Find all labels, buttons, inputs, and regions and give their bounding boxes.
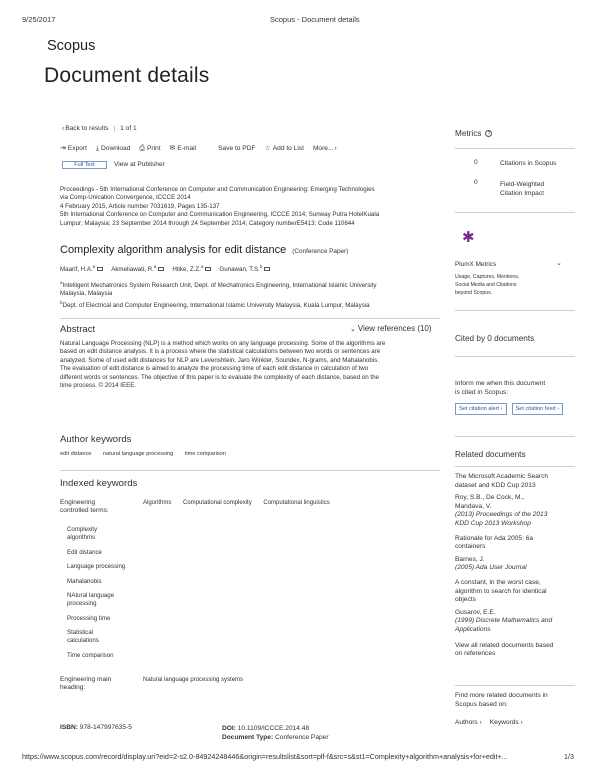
print-date: 9/25/2017: [22, 15, 56, 24]
plumx-desc-line: beyond Scopus.: [455, 290, 493, 296]
author-keywords-list: [60, 451, 236, 457]
metrics-heading: Metrics: [455, 129, 482, 138]
chevron-right-icon: ›: [555, 406, 560, 412]
author-list: [60, 263, 272, 274]
related-item: [455, 579, 590, 635]
save-pdf-button[interactable]: [218, 144, 255, 153]
uncontrolled-term[interactable]: Edit distance: [67, 549, 102, 556]
uncontrolled-term[interactable]: Complexity: [67, 526, 98, 533]
export-icon: ⇥: [60, 145, 66, 152]
chevron-left-icon: ‹: [62, 125, 65, 132]
set-citation-alert-button[interactable]: [455, 403, 507, 415]
eng-main-value[interactable]: Natural language processing systems: [143, 677, 244, 683]
add-to-list-label: Add to List: [272, 145, 304, 152]
author-keyword[interactable]: edit distance: [60, 451, 92, 457]
printer-icon: ⎙: [139, 145, 145, 152]
metrics-header: [455, 129, 492, 138]
citations-label[interactable]: Citations in Scopus: [500, 160, 557, 167]
related-source: (2013) Proceedings of the 2013: [455, 511, 548, 519]
uncontrolled-term[interactable]: Time comparison: [67, 652, 114, 659]
find-more: [455, 692, 548, 709]
star-icon: ☆: [264, 145, 271, 152]
back-to-results-link[interactable]: Back to results: [65, 125, 109, 132]
source-info: [60, 186, 440, 228]
inform-line-1: Inform me when this document: [455, 380, 546, 387]
abstract-heading: Abstract: [60, 324, 96, 335]
citation-actions: [455, 403, 563, 415]
find-more-links: [455, 718, 523, 727]
full-text-button[interactable]: Full Text: [62, 161, 107, 169]
more-label: More...: [312, 145, 334, 152]
authors-link-label: Authors: [455, 719, 478, 726]
cited-by-heading: Cited by 0 documents: [455, 334, 535, 343]
find-by-keywords-link[interactable]: Keywords ›: [489, 719, 523, 726]
print-button[interactable]: [139, 144, 160, 153]
author-name: Akmeliawati, R.: [111, 266, 154, 274]
author-sup: a: [153, 264, 157, 269]
scopus-logo[interactable]: Scopus: [47, 38, 96, 54]
view-all-line: View all related documents based: [455, 641, 554, 649]
view-at-publisher-link[interactable]: View at Publisher: [114, 161, 165, 168]
eng-main-label-line-2: heading:: [60, 684, 86, 691]
fwci-label-line-1: Field-Weighted: [500, 181, 545, 188]
doi-block: [222, 724, 329, 742]
help-icon[interactable]: ?: [485, 130, 492, 137]
related-source: (1999) Discrete Mathematics and: [455, 617, 553, 625]
author-sup: a: [200, 264, 204, 269]
eng-main-label-line-1: Engineering main: [60, 676, 112, 683]
related-title-line[interactable]: algorithm to search for identical: [455, 587, 547, 595]
set-citation-feed-button[interactable]: [512, 403, 564, 415]
related-title-line[interactable]: containers: [455, 543, 486, 551]
fwci-count: 0: [474, 179, 478, 186]
related-authors: Roy, S.B., De Cock, M.,: [455, 494, 525, 502]
affiliation-b: [60, 299, 440, 310]
related-title-line[interactable]: dataset and KDD Cup 2013: [455, 481, 536, 489]
author-4[interactable]: [219, 263, 262, 274]
related-item: [455, 535, 590, 573]
isbn-value: 978-147997635-5: [79, 724, 132, 731]
plumx-desc-line: Social Media and Citations: [455, 282, 517, 288]
related-list: [455, 473, 590, 659]
fulltext-row: [62, 160, 165, 169]
find-more-line: Find more related documents in: [455, 692, 548, 699]
print-tab-title: Scopus - Document details: [270, 15, 360, 24]
abstract-line: The evaluation of edit distance is aimed to analyze the processing time of each edit distance in calculation of two: [60, 365, 369, 373]
plumx-desc-line: Usage, Captures, Mentions,: [455, 274, 520, 280]
email-button[interactable]: [170, 144, 197, 153]
export-label: Export: [67, 145, 87, 152]
doi-value[interactable]: 10.1109/ICCCE.2014.48: [237, 725, 310, 732]
abstract-line: Natural Language Processing (NLP) is a method which works on any language processing. Some of the algorithms are: [60, 340, 386, 347]
controlled-term[interactable]: Computational linguistics: [263, 500, 330, 506]
article-title: Complexity algorithm analysis for edit distance: [60, 244, 287, 256]
controlled-term[interactable]: Computational complexity: [183, 500, 252, 506]
affiliation-a-line-1: Intelligent Mechatronics System Research Unit, Dept. of Mechatronics Engineering, International Islamic University: [62, 282, 377, 290]
related-title-line[interactable]: objects: [455, 596, 476, 604]
abstract-line: analyzed. Some of used edit distances for NLP are Levenshtein, Jaro Winkler, Soundex, N-grams, and Mahalanobis.: [60, 356, 380, 364]
author-3[interactable]: [172, 263, 203, 274]
isbn-row: [60, 724, 132, 731]
view-references-link[interactable]: [350, 324, 432, 333]
print-label: Print: [146, 145, 161, 152]
author-1[interactable]: [60, 263, 95, 274]
divider: [60, 470, 440, 471]
email-icon: ✉: [169, 145, 176, 152]
affiliation-sup: a: [60, 280, 63, 285]
plumx-heading[interactable]: PlumX Metrics: [455, 261, 497, 268]
view-all-line: on references: [455, 650, 496, 658]
related-title-line[interactable]: The Microsoft Academic Search: [455, 473, 549, 480]
find-more-line: Scopus based on:: [455, 700, 508, 708]
source-line-1[interactable]: Proceedings - 5th International Conference on Computer and Communication Engineering: Emerging Technologies: [60, 186, 375, 193]
download-label: Download: [101, 145, 131, 152]
eng-main-label: [60, 676, 111, 692]
email-icon[interactable]: [158, 267, 164, 271]
uncontrolled-term[interactable]: processing: [67, 600, 97, 607]
divider: [60, 318, 440, 319]
export-button[interactable]: [60, 144, 87, 153]
fwci-label-line-2: Citation Impact: [500, 190, 544, 197]
uncontrolled-term[interactable]: Processing time: [67, 615, 111, 622]
download-button[interactable]: [96, 144, 130, 153]
author-2[interactable]: [111, 263, 156, 274]
related-authors: Gusarov, E.E.: [455, 608, 496, 616]
article-title-row: [60, 244, 348, 256]
divider: [455, 436, 575, 437]
doctype-value: Conference Paper: [275, 734, 329, 741]
print-page-number: 1/3: [564, 752, 574, 761]
affiliation-b-text: Dept. of Electrical and Computer Engineering, International Islamic University Malaysia, Kuala Lumpur, Malaysia: [62, 301, 370, 309]
author-sup: b: [259, 264, 263, 269]
uncontrolled-term[interactable]: Statistical: [67, 629, 94, 636]
set-alert-label: Set citation alert: [459, 406, 500, 412]
chevron-down-icon[interactable]: ⌄: [556, 260, 562, 267]
indexed-keywords-heading: Indexed keywords: [60, 478, 138, 489]
affiliation-sup: b: [60, 299, 63, 305]
doi-label: DOI:: [222, 725, 236, 732]
page-title: Document details: [44, 64, 210, 87]
results-nav: [62, 124, 137, 133]
affiliation-a: [60, 279, 440, 290]
doctype-label: Document Type:: [222, 734, 274, 741]
divider: [455, 148, 575, 149]
email-icon[interactable]: [264, 267, 270, 271]
set-feed-label: Set citation feed: [515, 406, 556, 412]
uncontrolled-term[interactable]: calculations: [67, 637, 99, 644]
keywords-link-label: Keywords: [489, 719, 519, 726]
inform-line-2: is cited in Scopus:: [455, 389, 509, 396]
author-keywords-heading: Author keywords: [60, 434, 132, 445]
more-button[interactable]: [313, 144, 337, 153]
author-keyword[interactable]: time comparison: [184, 451, 226, 457]
author-name: Maarif, H.A.: [60, 266, 93, 274]
author-name: Htike, Z.Z.: [172, 266, 201, 274]
divider: [455, 685, 575, 686]
uncontrolled-term[interactable]: algorithms: [67, 534, 96, 541]
email-icon[interactable]: [97, 267, 103, 271]
related-heading: Related documents: [455, 450, 526, 459]
affiliations: [60, 279, 440, 310]
plumx-description: [455, 273, 519, 297]
eng-controlled-label-line-1: Engineering: [60, 499, 96, 506]
related-authors: Barnes, J.: [455, 555, 485, 563]
print-url: https://www.scopus.com/record/display.uri?eid=2-s2.0-84924248446&origin=resultslist&sort=plf-f&src=s&st1=Complexity+algorithm+analysis+for+edit+...: [22, 752, 508, 761]
uncontrolled-term[interactable]: NAtural language: [67, 592, 115, 599]
related-item: [455, 473, 590, 529]
source-line-5: Lumpur; Malaysia; 23 September 2014 through 24 September 2014; Category numberE5413; Code 110844: [60, 219, 355, 227]
inform-text: [455, 379, 545, 397]
download-icon: ⤓: [95, 145, 100, 152]
isbn-label: ISBN:: [60, 724, 78, 731]
related-authors: Mandava, V.: [455, 502, 492, 510]
email-label: E-mail: [177, 145, 197, 152]
abstract-line: different words or sentences. The objective of this paper is to evaluate the complexity of each distance, based on the: [60, 373, 379, 381]
divider: [455, 310, 575, 311]
related-title-line[interactable]: A constant, in the worst case,: [455, 578, 541, 586]
source-line-2[interactable]: via Comp-Unication Convergence, ICCCE 2014: [60, 194, 191, 202]
abstract-line: based on edit distance analysis. It is a process where the statistical calculations between two words or sentences are: [60, 348, 381, 356]
author-sup: a: [92, 264, 96, 269]
save-pdf-label: Save to PDF: [218, 145, 256, 152]
email-icon[interactable]: [205, 267, 211, 271]
related-source: KDD Cup 2013 Workshop: [455, 519, 531, 527]
plumx-icon: ✱: [462, 229, 475, 246]
source-line-3: 4 February 2015, Article number 7031619, Pages 135-137: [60, 202, 220, 210]
related-source: Applications: [455, 625, 491, 633]
controlled-term[interactable]: Algorithms: [143, 500, 172, 506]
view-all-related-link[interactable]: [455, 642, 590, 659]
author-keyword[interactable]: natural language processing: [102, 451, 174, 457]
nav-separator: |: [113, 125, 116, 132]
related-source: (2005) Ada User Journal: [455, 564, 527, 572]
eng-controlled-label: [60, 499, 109, 515]
result-counter: 1 of 1: [120, 125, 137, 132]
divider: [455, 356, 575, 357]
abstract-line: time process. © 2014 IEEE.: [60, 382, 137, 390]
eng-controlled-label-line-2: controlled terms:: [60, 507, 109, 514]
divider: [455, 466, 575, 467]
related-title-line[interactable]: Rationale for Ada 2005: 6a: [455, 534, 534, 542]
author-name: Gunawan, T.S.: [219, 266, 260, 274]
uncontrolled-term[interactable]: Language processing: [67, 563, 126, 570]
abstract-body: [60, 340, 442, 390]
affiliation-a-line-2: Malaysia, Malaysia: [60, 290, 113, 298]
source-line-4: 5th International Conference on Computer and Communication Engineering, ICCCE 2014; Sunway Putra HotelKuala: [60, 211, 380, 219]
uncontrolled-term[interactable]: Mahalanobis: [67, 578, 102, 585]
fwci-label[interactable]: [500, 180, 544, 198]
add-to-list-button[interactable]: [265, 144, 304, 153]
chevron-right-icon: ›: [499, 406, 503, 412]
view-references-label: View references (10): [357, 324, 432, 333]
chevron-right-icon: ›: [334, 145, 337, 152]
action-toolbar: [60, 144, 346, 153]
chevron-down-icon: ⌄: [350, 325, 356, 333]
find-by-authors-link[interactable]: Authors ›: [455, 719, 482, 726]
divider: [455, 212, 575, 213]
article-type: (Conference Paper): [292, 248, 349, 255]
citations-count: 0: [474, 159, 478, 166]
eng-controlled-terms: [143, 500, 340, 506]
